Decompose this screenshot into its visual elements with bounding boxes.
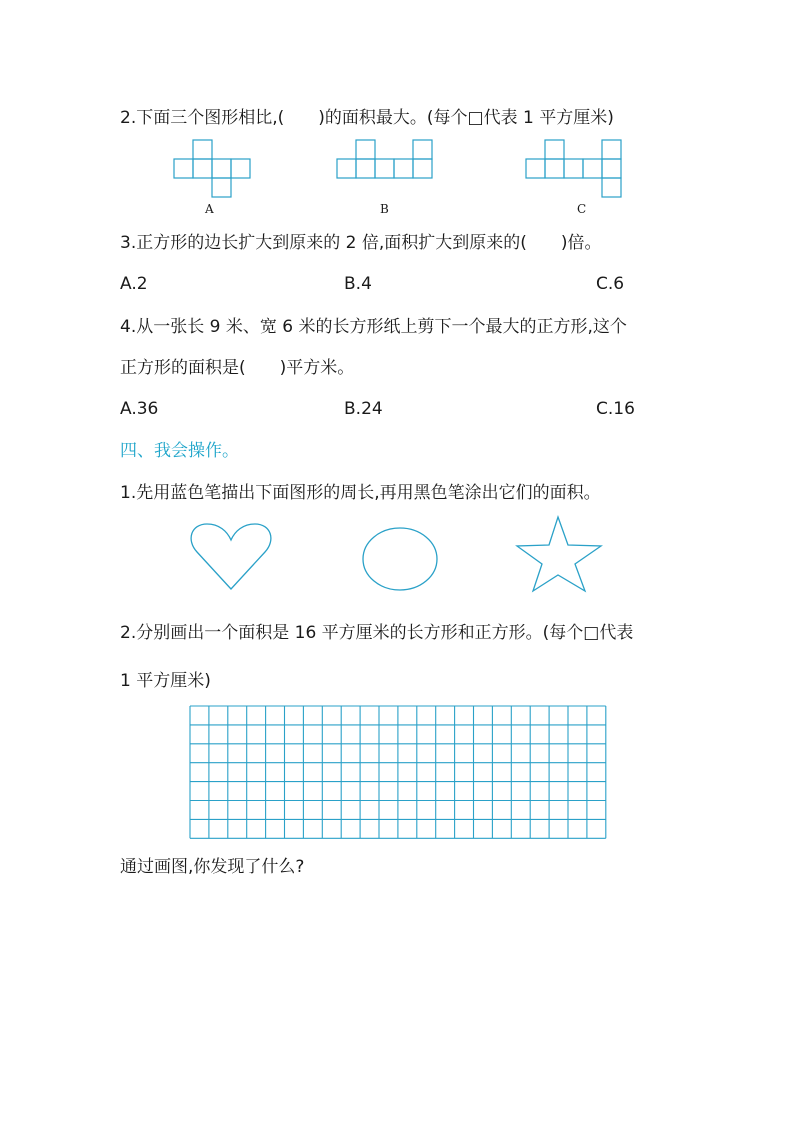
q3-option-b[interactable]: B.4: [344, 274, 372, 294]
q4-option-c[interactable]: C.16: [596, 399, 635, 419]
op1-text: 1.先用蓝色笔描出下面图形的周长,再用黑色笔涂出它们的面积。: [120, 483, 601, 503]
figure-c-label: C: [577, 202, 587, 216]
q4-text-line1: 4.从一张长 9 米、宽 6 米的长方形纸上剪下一个最大的正方形,这个: [120, 317, 627, 337]
q4-text-line2: 正方形的面积是( )平方米。: [120, 358, 355, 378]
section-title: 四、我会操作。: [120, 441, 239, 461]
q2-text: 2.下面三个图形相比,( )的面积最大。(每个□代表 1 平方厘米): [120, 108, 614, 128]
q3-option-c[interactable]: C.6: [596, 274, 625, 294]
figure-b-label: B: [380, 202, 389, 216]
q3-text: 3.正方形的边长扩大到原来的 2 倍,面积扩大到原来的( )倍。: [120, 233, 602, 253]
op2-text-line1: 2.分别画出一个面积是 16 平方厘米的长方形和正方形。(每个□代表: [120, 623, 634, 643]
op2-text-line2: 1 平方厘米): [120, 671, 211, 691]
q4-option-a[interactable]: A.36: [120, 399, 159, 419]
op2-question: 通过画图,你发现了什么?: [120, 857, 305, 877]
q3-option-a[interactable]: A.2: [120, 274, 148, 294]
q4-option-b[interactable]: B.24: [344, 399, 383, 419]
figure-a-label: A: [205, 202, 214, 216]
